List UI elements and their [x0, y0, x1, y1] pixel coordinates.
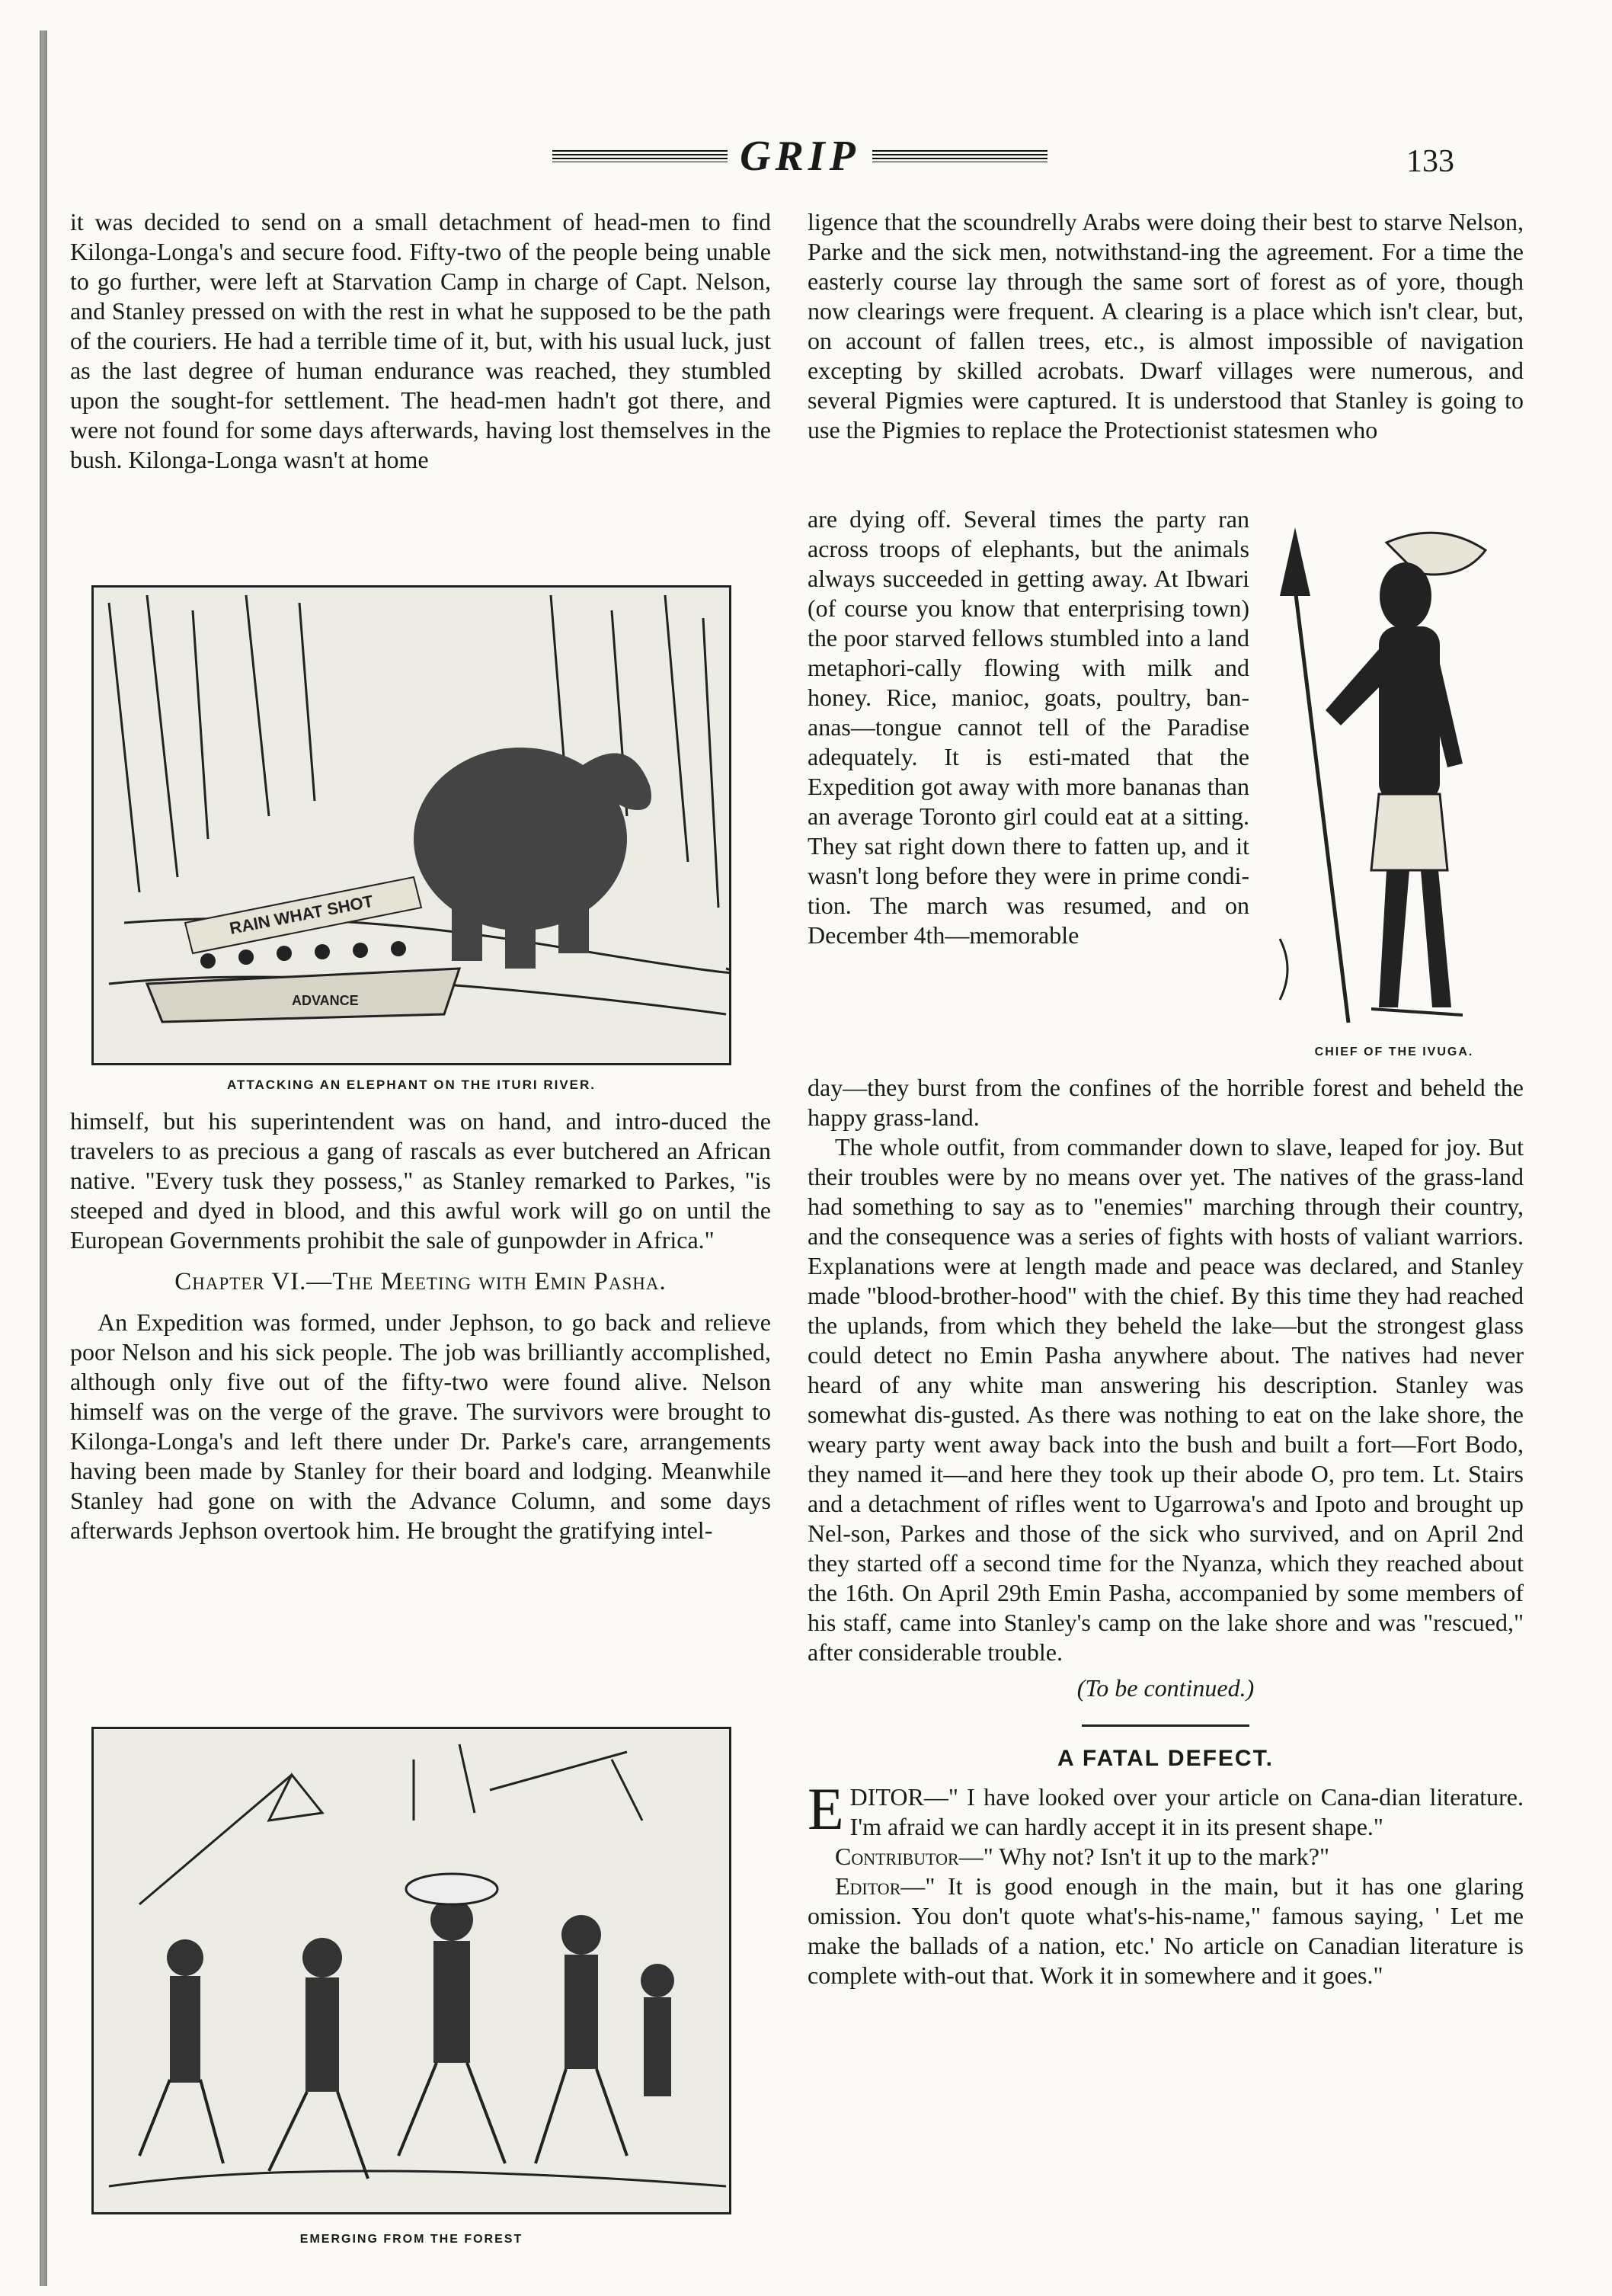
masthead-rule-left — [552, 150, 728, 162]
drop-cap: E — [808, 1776, 844, 1842]
right-column-wrap — [808, 504, 1249, 950]
right-column-top — [808, 207, 1524, 445]
chapter-heading: Chapter VI.—The Meeting with Emin Pasha. — [174, 1268, 667, 1295]
editor-label: Editor — [835, 1872, 901, 1900]
elephant-illustration — [94, 588, 729, 1063]
right-paragraph-2: The whole outfit, from commander down to slave, leaped for joy. But their troubles were by no means over yet. The natives of the grass-land had something to say as to "enemies" marching through their country, and the consequence was a series of fights with hosts of valiant warriors. Explanations were at length made and peace was declared, and Stanley made "blood-brother-hood" with the chief. By this time they had reached the uplands, from which they beheld the lake—but the strongest glass could detect no Emin Pasha anywhere about. The natives had never heard of any white man answering his description. Stanley was somewhat dis-gusted. As there was nothing to eat on the lake shore, the weary party went away back into the bush and built a fort—Fort Bodo, they named it—and here they took up their abode O, pro tem. Lt. Stairs and a detachment of rifles went to Ugarrowa's and Ipoto and brought up Nel-son, Parkes and those of the sick who survived, and on April 2nd they started off a second time for the Nyanza, which they reached about the 16th. On April 29th Emin Pasha, accompanied by some members of his staff, came into Stanley's camp on the lake shore and was "rescued," after considerable trouble. — [808, 1133, 1524, 1666]
figure-forest-caption: EMERGING FROM THE FOREST — [299, 2233, 523, 2246]
masthead-rule-right — [872, 150, 1047, 162]
dialogue-editor-1: EDITOR—" I have looked over your article on Cana-dian literature. I'm afraid we can hardly accept it in its present shape." — [808, 1776, 1524, 1842]
figure-elephant-caption: ATTACKING AN ELEPHANT ON THE ITURI RIVER. — [226, 1078, 596, 1092]
right-paragraph-1c: day—they burst from the confines of the horrible forest and beheld the happy grass-land. — [808, 1074, 1524, 1131]
forest-illustration — [94, 1729, 729, 2212]
contributor-label: Contributor — [835, 1843, 959, 1870]
to-be-continued: (To be continued.) — [1076, 1674, 1255, 1702]
left-column-top — [70, 207, 771, 475]
left-paragraph-1: it was decided to send on a small detachment of head-men to find Kilonga-Longa's and secure food. Fifty-two of the people being unable to go further, were left at Starvation Camp in charge of Capt. Nelson, and Stanley pressed on with the rest in what he supposed to be the path of the couriers. He had a terrible time of it, but, with his usual luck, just as the last degree of human endurance was reached, they stumbled upon the sought-for settlement. The head-men hadn't got there, and were not found for some days afterwards, having lost themselves in the bush. Kilonga-Longa wasn't at home — [70, 208, 771, 473]
page-number: 133 — [1406, 144, 1454, 179]
figure-chief — [1265, 512, 1524, 1038]
left-column-middle — [70, 1106, 771, 1545]
section-divider — [1082, 1724, 1249, 1727]
banner-text: RAIN WHAT SHOT — [228, 891, 375, 938]
page-binding-edge — [40, 30, 47, 2286]
right-paragraph-1b: are dying off. Several times the party ran across troops of elephants, but the animals always succeeded in getting away. At Ibwari (of course you know that enterprising town) the poor starved fellows stumbled into a land metaphori-cally flowing with milk and honey. Rice, manioc, goats, poultry, ban-anas—tongue cannot tell of the Paradise adequately. It is esti-mated that the Expedition got away with more bananas than an average Toronto girl could eat at a sitting. They sat right down there to fatten up, and it wasn't long before they were in prime condi-tion. The march was resumed, and on December 4th—memorable — [808, 505, 1249, 949]
left-paragraph-3: An Expedition was formed, under Jephson, to go back and relieve poor Nelson and his sick people. The job was brilliantly accomplished, although only five out of the fifty-two were found alive. Nelson himself was on the verge of the grave. The survivors were brought to Kilonga-Longa's and left there under Dr. Parke's care, arrangements having been made by Stanley for their board and lodging. Meanwhile Stanley had gone on with the Advance Column, and some days afterwards Jephson overtook him. He brought the gratifying intel- — [70, 1308, 771, 1544]
figure-forest — [91, 1727, 731, 2214]
dialogue-contributor: Contributor—" Why not? Isn't it up to the mark?" — [835, 1843, 1330, 1870]
boat-label: ADVANCE — [292, 993, 359, 1008]
chief-illustration — [1265, 512, 1524, 1038]
right-paragraph-1a: ligence that the scoundrelly Arabs were doing their best to starve Nelson, Parke and the sick men, notwithstand-ing the agreement. For a time the easterly course lay through the same sort of forest as of yore, though now clearings were frequent. A clearing is a place which isn't clear, but, on account of fallen trees, etc., is almost impossible of navigation excepting by skilled acrobats. Dwarf villages were numerous, and several Pigmies were captured. It is understood that Stanley is going to use the Pigmies to replace the Protectionist statesmen who — [808, 208, 1524, 444]
figure-chief-caption: CHIEF OF THE IVUGA. — [1314, 1046, 1474, 1058]
figure-elephant — [91, 585, 731, 1065]
left-paragraph-2: himself, but his superintendent was on hand, and intro-duced the travelers to as precious a gang of rascals as ever butchered an African native. "Every tusk they possess," as Stanley remarked to Parkes, "is steeped and dyed in blood, and this awful work will go on until the European Governments prohibit the sale of gunpowder in Africa." — [70, 1107, 771, 1254]
right-column-bottom — [808, 1073, 1524, 1990]
masthead — [533, 130, 1067, 183]
dialogue-editor-2: Editor—" It is good enough in the main, but it has one glaring omission. You don't quote what's-his-name," famous saying, ' Let me make the ballads of a nation, etc.' No article on Canadian literature is complete with-out that. Work it in somewhere and it goes." — [808, 1872, 1524, 1989]
article-title: A FATAL DEFECT. — [1057, 1746, 1274, 1771]
masthead-title: GRIP — [740, 133, 860, 180]
